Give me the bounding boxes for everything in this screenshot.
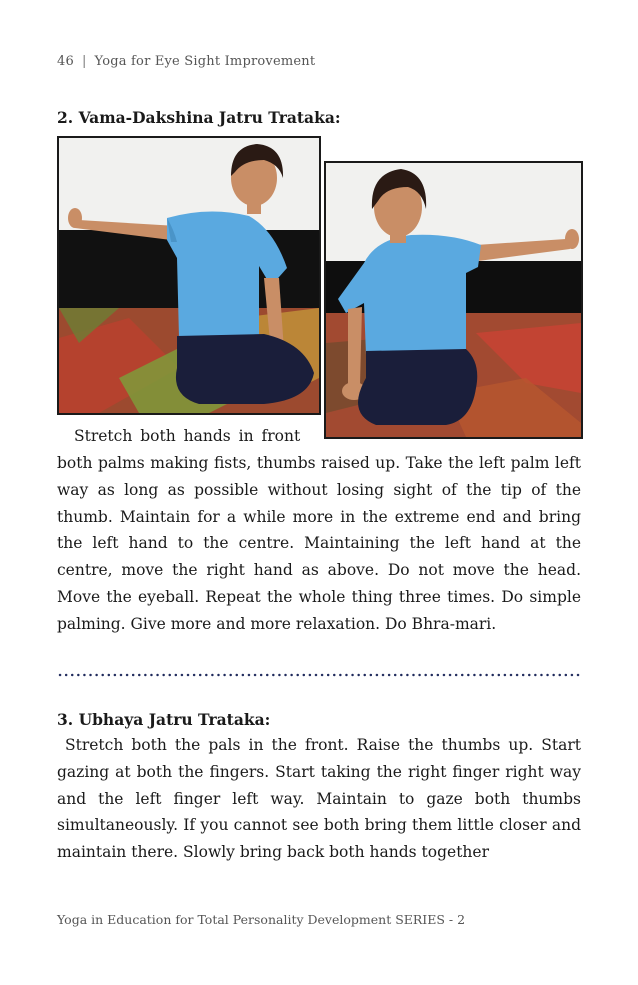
running-header (57, 54, 315, 69)
yoga-pose-photo-2 (326, 163, 581, 437)
book-title: Yoga for Eye Sight Improvement (94, 54, 316, 69)
photo-right-arm-stretch (324, 161, 583, 439)
section-2-lead-line: Stretch both hands in front (74, 427, 301, 445)
section-3-body: Stretch both the pals in the front. Raise the thumbs up. Start gazing at both the fingers. Start taking the right finger right way and the left finger left way. Maintain to gaze both thumbs simultaneously. If you cannot see both bring them little closer and maintain there. Slowly bring back both hands together (57, 736, 581, 862)
running-footer: Yoga in Education for Total Personality Development SERIES - 2 (57, 912, 466, 927)
photo-left-arm-stretch (57, 136, 321, 415)
section-3-heading: 3. Ubhaya Jatru Trataka: (57, 710, 271, 729)
yoga-pose-photo-1 (59, 138, 319, 413)
section-2-body: both palms making fists, thumbs raised up. Take the left palm left way as long as possible without losing sight of the tip of the thumb. Maintain for a while more in the extreme end and bring the left hand to the centre. Maintaining the left hand at the centre, move the right hand as above. Do not move the head. Move the eyeball. Repeat the whole thing three times. Do simple palming. Give more and more relaxation. Do Bhra-mari. (57, 454, 581, 633)
header-separator: | (81, 54, 87, 69)
page-number: 46 (57, 54, 74, 69)
dotted-divider (57, 672, 581, 678)
section-2-heading: 2. Vama-Dakshina Jatru Trataka: (57, 108, 341, 127)
